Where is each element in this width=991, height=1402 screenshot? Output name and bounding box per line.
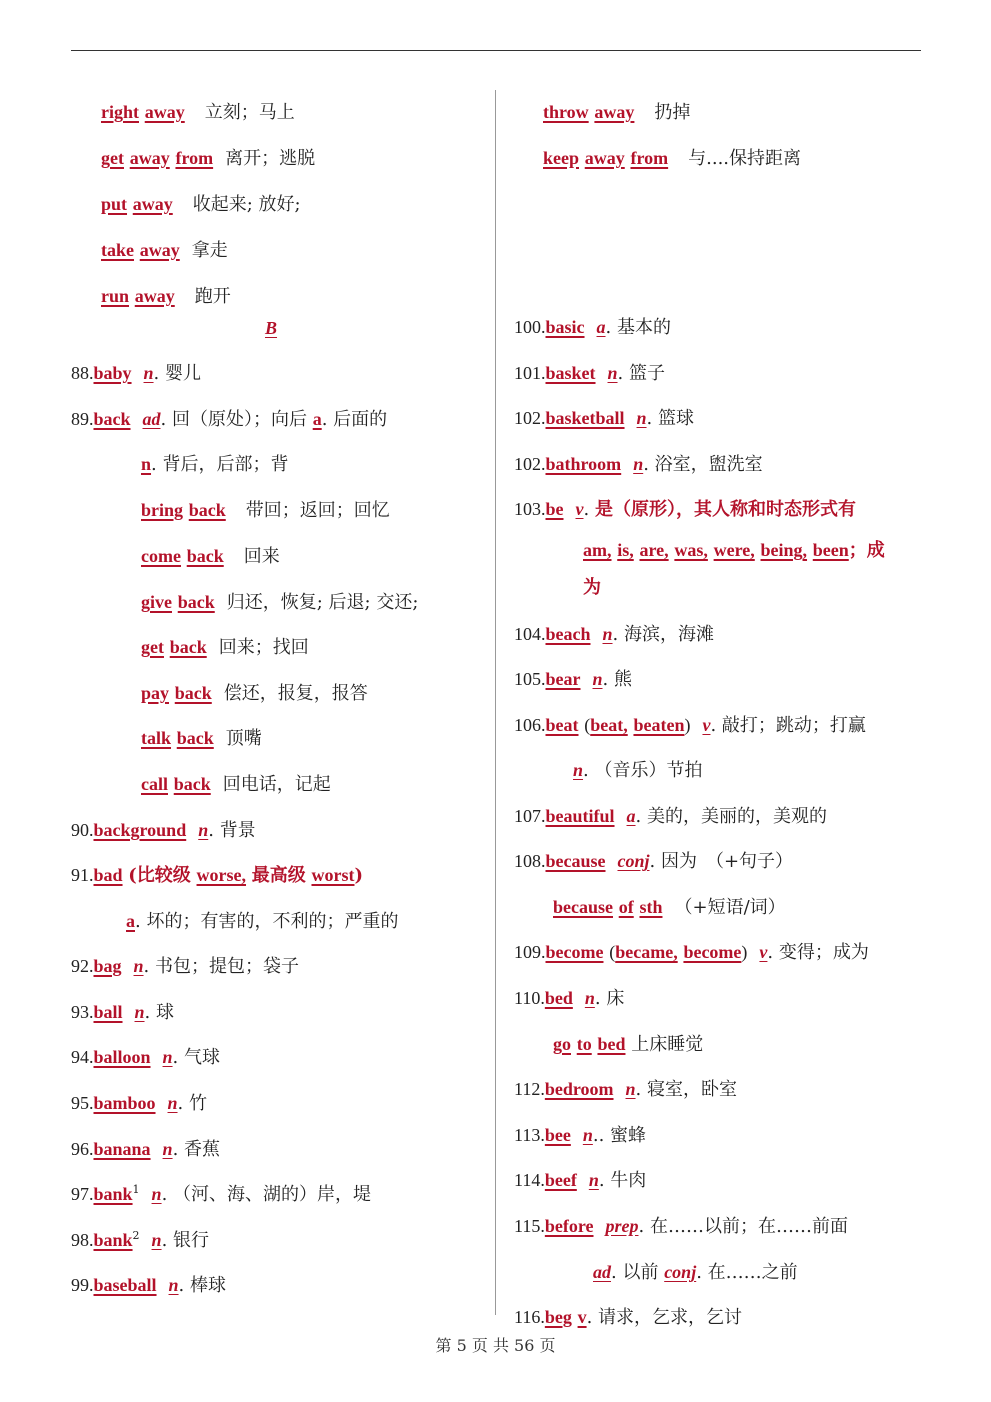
part-of-speech: n xyxy=(584,988,595,1008)
entry-number: 115. xyxy=(514,1216,545,1236)
headword: bed xyxy=(544,988,573,1008)
entry-96: 96.banana n. 香蕉 xyxy=(71,1139,221,1160)
part-of-speech: n xyxy=(198,820,209,840)
entry-89-noun: n. 背后，后部；背 xyxy=(141,454,289,475)
meaning: 香蕉 xyxy=(184,1139,221,1160)
entry-number: 112. xyxy=(514,1079,545,1099)
word-form: been xyxy=(812,540,849,560)
entry-number: 102. xyxy=(514,454,546,474)
entry-113: 113.bee n.. 蜜蜂 xyxy=(514,1125,647,1146)
meaning: 归还，恢复; 后退; 交还; xyxy=(226,592,419,613)
word-form: was, xyxy=(674,540,708,560)
headword: beef xyxy=(544,1170,577,1190)
phrase-run-away xyxy=(101,281,231,311)
entry-102-basketball: 102.basketball n. 篮球 xyxy=(514,408,694,429)
section-letter xyxy=(265,314,277,343)
phrase-come-back xyxy=(141,541,280,571)
headword: ball xyxy=(93,1002,123,1022)
entry-number: 99. xyxy=(71,1275,94,1295)
entry-99: 99.baseball n. 棒球 xyxy=(71,1275,226,1296)
entry-116: 116.beg v. 请求，乞求，乞讨 xyxy=(514,1307,743,1328)
entry-number: 94. xyxy=(71,1047,94,1067)
meaning: 偿还，报复，报答 xyxy=(223,683,368,704)
headword: bank xyxy=(93,1184,133,1204)
section-letter-text: B xyxy=(265,318,278,338)
entry-number: 88. xyxy=(71,363,94,383)
entry-92: 92.bag n. 书包；提包；袋子 xyxy=(71,956,299,977)
meaning: （河、海、湖的）岸，堤 xyxy=(173,1184,372,1205)
word: keep xyxy=(543,148,579,168)
meaning: 婴儿 xyxy=(165,363,201,384)
meaning: 回电话，记起 xyxy=(222,774,331,795)
entry-number: 101. xyxy=(514,363,546,383)
headword: basket xyxy=(545,363,596,383)
part-of-speech: n xyxy=(592,669,603,689)
entry-109: 109.become (became, become) v. 变得；成为 xyxy=(514,942,869,963)
entry-number: 108. xyxy=(514,851,546,871)
meaning: 牛肉 xyxy=(610,1170,647,1191)
word-form: became, xyxy=(615,942,678,962)
entry-90: 90.background n. 背景 xyxy=(71,820,256,841)
meaning: 书包；提包；袋子 xyxy=(154,956,299,977)
word: talk xyxy=(141,728,172,748)
headword: bear xyxy=(545,669,581,689)
entry-number: 116. xyxy=(514,1307,545,1327)
paren: ( xyxy=(584,715,591,735)
phrase-talk-back xyxy=(141,723,262,753)
word: back xyxy=(186,546,224,566)
headword: bag xyxy=(93,956,122,976)
word: because xyxy=(553,897,613,917)
entry-number: 105. xyxy=(514,669,546,689)
word: back xyxy=(169,637,207,657)
word: away xyxy=(132,194,173,214)
word: call xyxy=(141,774,168,794)
part-of-speech: n xyxy=(141,454,152,474)
part-of-speech: n xyxy=(133,956,144,976)
meaning: 请求，乞求，乞讨 xyxy=(598,1307,743,1328)
meaning: （音乐）节拍 xyxy=(594,760,703,781)
word-form: worst xyxy=(311,865,355,885)
headword: bathroom xyxy=(545,454,622,474)
entry-95: 95.bamboo n. 竹 xyxy=(71,1093,207,1114)
word-form: being, xyxy=(760,540,808,560)
phrase-go-to-bed xyxy=(553,1029,703,1059)
paren: ) xyxy=(741,942,748,962)
word: away xyxy=(139,240,180,260)
word: to xyxy=(576,1034,592,1054)
superscript: 2 xyxy=(132,1229,140,1242)
entry-115-adverb: ad. 以前 conj. 在……之前 xyxy=(593,1262,798,1283)
part-of-speech: a xyxy=(312,409,322,429)
word: of xyxy=(618,897,634,917)
meaning: 在……以前；在……前面 xyxy=(649,1216,848,1237)
meaning: 为 xyxy=(583,577,601,598)
entry-number: 109. xyxy=(514,942,546,962)
part-of-speech: n xyxy=(151,1230,162,1250)
entry-98: 98.bank$^2$ n. 银行 xyxy=(71,1229,210,1251)
phrase-keep-away-from xyxy=(543,143,801,173)
part-of-speech: conj xyxy=(664,1262,697,1282)
entry-number: 104. xyxy=(514,624,546,644)
column-divider xyxy=(495,90,496,1315)
meaning: 敲打；跳动；打赢 xyxy=(721,715,866,736)
meaning: 后面的 xyxy=(333,409,388,430)
entry-103: 103.be v. 是（原形），其人称和时态形式有 xyxy=(514,499,856,520)
meaning: 变得；成为 xyxy=(778,942,869,963)
meaning: 气球 xyxy=(184,1047,220,1068)
entry-number: 114. xyxy=(514,1170,545,1190)
meaning: ；成 xyxy=(848,540,885,561)
phrase-right-away xyxy=(101,97,295,127)
word-form: become xyxy=(683,942,742,962)
word: away xyxy=(584,148,625,168)
headword: back xyxy=(93,409,131,429)
meaning: 海滨，海滩 xyxy=(623,624,714,645)
meaning: 离开；逃脱 xyxy=(225,148,316,169)
entry-112: 112.bedroom n. 寝室，卧室 xyxy=(514,1079,737,1100)
part-of-speech: n xyxy=(625,1079,636,1099)
part-of-speech: n xyxy=(607,363,618,383)
superscript: 1 xyxy=(132,1183,140,1196)
paren: ( xyxy=(609,942,616,962)
part-of-speech: v xyxy=(702,715,711,735)
entry-100: 100.basic a. 基本的 xyxy=(514,317,671,338)
headword: balloon xyxy=(93,1047,151,1067)
entry-106-noun: n. （音乐）节拍 xyxy=(573,760,703,781)
word: take xyxy=(101,240,134,260)
headword: baseball xyxy=(93,1275,157,1295)
word: put xyxy=(101,194,128,214)
meaning: 顶嘴 xyxy=(225,728,262,749)
phrase-give-back xyxy=(141,587,418,617)
meaning: 坏的；有害的，不利的；严重的 xyxy=(146,911,399,932)
part-of-speech: a xyxy=(626,806,636,826)
part-of-speech: a xyxy=(126,911,135,931)
part-of-speech: n xyxy=(582,1125,593,1145)
word: go xyxy=(553,1034,571,1054)
part-of-speech: n xyxy=(167,1093,178,1113)
phrase-pay-back xyxy=(141,678,368,708)
meaning: 以前 xyxy=(622,1262,659,1283)
headword: beat xyxy=(545,715,579,735)
word: run xyxy=(101,286,130,306)
page-footer: 第 5 页 共 56 页 xyxy=(435,1336,556,1355)
phrase-put-away xyxy=(101,189,301,219)
entry-number: 96. xyxy=(71,1139,94,1159)
part-of-speech: ad xyxy=(142,409,161,429)
headword: bedroom xyxy=(544,1079,614,1099)
phrase-bring-back xyxy=(141,495,390,525)
headword: bank xyxy=(93,1230,133,1250)
meaning: 回来；找回 xyxy=(218,637,309,658)
entry-number: 102. xyxy=(514,408,546,428)
meaning: 竹 xyxy=(188,1093,207,1114)
superlative-label: 最高级 xyxy=(251,865,306,886)
word: bring xyxy=(141,500,184,520)
word: back xyxy=(173,774,211,794)
part-of-speech: n xyxy=(588,1170,599,1190)
part-of-speech: ad xyxy=(593,1262,611,1282)
word: away xyxy=(129,148,170,168)
part-of-speech: n xyxy=(151,1184,162,1204)
headword: beach xyxy=(545,624,591,644)
phrase-call-back xyxy=(141,769,331,799)
entry-103-cont xyxy=(583,573,601,603)
part-of-speech: v xyxy=(577,1307,587,1327)
entry-number: 89. xyxy=(71,409,94,429)
entry-106: 106.beat (beat, beaten) v. 敲打；跳动；打赢 xyxy=(514,715,866,736)
entry-number: 103. xyxy=(514,499,546,519)
word: pay xyxy=(141,683,170,703)
part-of-speech: v xyxy=(759,942,768,962)
word: get xyxy=(141,637,164,657)
entry-89: 89.back ad. 回（原处）；向后 a. 后面的 xyxy=(71,409,388,430)
entry-94: 94.balloon n. 气球 xyxy=(71,1047,220,1068)
entry-number: 90. xyxy=(71,820,94,840)
meaning: 在……之前 xyxy=(707,1262,798,1283)
meaning: （+短语/词） xyxy=(674,897,786,918)
word: from xyxy=(175,148,214,168)
headword: background xyxy=(93,820,187,840)
word: back xyxy=(176,728,214,748)
part-of-speech: n xyxy=(168,1275,179,1295)
entry-110: 110.bed n. 床 xyxy=(514,988,625,1009)
meaning: 上床睡觉 xyxy=(631,1034,704,1055)
meaning: 棒球 xyxy=(190,1275,226,1296)
word: from xyxy=(630,148,669,168)
headword: baby xyxy=(93,363,132,383)
part-of-speech: prep xyxy=(605,1216,639,1236)
word: give xyxy=(141,592,172,612)
part-of-speech: conj xyxy=(617,851,650,871)
entry-103-forms xyxy=(583,535,885,565)
headword: beautiful xyxy=(545,806,615,826)
phrase-get-away-from xyxy=(101,143,315,173)
meaning: 跑开 xyxy=(194,286,231,307)
meaning: 回（原处）；向后 xyxy=(171,409,307,430)
entry-105: 105.bear n. 熊 xyxy=(514,669,632,690)
part-of-speech: n xyxy=(573,760,584,780)
word: get xyxy=(101,148,124,168)
entry-number: 107. xyxy=(514,806,546,826)
meaning: 是（原形），其人称和时态形式有 xyxy=(594,499,856,520)
entry-91-adj: a. 坏的；有害的，不利的；严重的 xyxy=(126,911,399,932)
headword: basketball xyxy=(545,408,625,428)
word: bed xyxy=(597,1034,626,1054)
entry-114: 114.beef n. 牛肉 xyxy=(514,1170,647,1191)
entry-number: 93. xyxy=(71,1002,94,1022)
part-of-speech: n xyxy=(162,1139,173,1159)
meaning: . 蜜蜂 xyxy=(598,1125,647,1146)
meaning: 球 xyxy=(155,1002,174,1023)
meaning: 美的，美丽的，美观的 xyxy=(646,806,827,827)
meaning: 回来 xyxy=(243,546,280,567)
headword: bamboo xyxy=(93,1093,156,1113)
headword: banana xyxy=(93,1139,151,1159)
word-form: worse, xyxy=(196,865,247,885)
phrase-take-away xyxy=(101,235,228,265)
entry-115: 115.before prep. 在……以前；在……前面 xyxy=(514,1216,848,1237)
word: throw xyxy=(543,102,589,122)
word: back xyxy=(174,683,212,703)
part-of-speech: v xyxy=(575,499,584,519)
meaning: 拿走 xyxy=(191,240,228,261)
headword: before xyxy=(544,1216,594,1236)
meaning: 背后，后部；背 xyxy=(162,454,289,475)
word-form: am, xyxy=(583,540,612,560)
meaning: 寝室，卧室 xyxy=(646,1079,737,1100)
meaning: 篮子 xyxy=(628,363,665,384)
entry-104: 104.beach n. 海滨，海滩 xyxy=(514,624,714,645)
meaning: 与....保持距离 xyxy=(688,148,802,169)
headword: basic xyxy=(545,317,585,337)
entry-88: 88.baby n. 婴儿 xyxy=(71,363,201,384)
meaning: 立刻；马上 xyxy=(204,102,295,123)
part-of-speech: n xyxy=(143,363,154,383)
entry-number: 113. xyxy=(514,1125,545,1145)
meaning: 背景 xyxy=(219,820,256,841)
entry-number: 92. xyxy=(71,956,94,976)
headword: become xyxy=(545,942,604,962)
meaning: 床 xyxy=(606,988,625,1009)
meaning: 因为 （+句子） xyxy=(660,851,794,872)
headword: bad xyxy=(93,865,123,885)
meaning: 篮球 xyxy=(658,408,694,429)
entry-number: 100. xyxy=(514,317,546,337)
word-form: were, xyxy=(713,540,755,560)
phrase-throw-away xyxy=(543,97,690,127)
word: away xyxy=(594,102,635,122)
word: right xyxy=(101,102,139,122)
phrase-because-of-sth xyxy=(553,892,786,922)
entry-number: 98. xyxy=(71,1230,94,1250)
headword: be xyxy=(545,499,564,519)
word-form: beaten xyxy=(633,715,685,735)
part-of-speech: n xyxy=(636,408,647,428)
meaning: 熊 xyxy=(613,669,632,690)
comparative-label: (比较级 xyxy=(128,865,191,886)
headword: beg xyxy=(544,1307,572,1327)
word-form: is, xyxy=(617,540,634,560)
entry-number: 110. xyxy=(514,988,545,1008)
top-rule xyxy=(71,50,921,51)
word-form: are, xyxy=(639,540,669,560)
word-form: beat, xyxy=(590,715,628,735)
part-of-speech: n xyxy=(162,1047,173,1067)
part-of-speech: n xyxy=(134,1002,145,1022)
entry-number: 91. xyxy=(71,865,94,885)
paren: ) xyxy=(354,865,364,886)
meaning: 银行 xyxy=(173,1230,210,1251)
part-of-speech: n xyxy=(602,624,613,644)
entry-91 xyxy=(71,860,363,890)
word: back xyxy=(177,592,215,612)
entry-101: 101.basket n. 篮子 xyxy=(514,363,665,384)
meaning: 带回；返回；回忆 xyxy=(245,500,390,521)
meaning: 基本的 xyxy=(616,317,671,338)
part-of-speech: a xyxy=(596,317,606,337)
headword: because xyxy=(545,851,606,871)
headword: bee xyxy=(544,1125,571,1145)
entry-107: 107.beautiful a. 美的，美丽的，美观的 xyxy=(514,806,827,827)
meaning: 浴室，盥洗室 xyxy=(654,454,763,475)
entry-97: 97.bank$^1$ n. （河、海、湖的）岸，堤 xyxy=(71,1183,372,1205)
word: away xyxy=(144,102,185,122)
entry-number: 97. xyxy=(71,1184,94,1204)
phrase-get-back xyxy=(141,632,309,662)
meaning: 扔掉 xyxy=(654,102,691,123)
meaning: 收起来; 放好; xyxy=(192,194,301,215)
word: away xyxy=(134,286,175,306)
word: back xyxy=(188,500,226,520)
entry-108: 108.because conj. 因为 （+句子） xyxy=(514,851,794,872)
word: sth xyxy=(639,897,663,917)
word: come xyxy=(141,546,181,566)
entry-93: 93.ball n. 球 xyxy=(71,1002,174,1023)
paren: ) xyxy=(684,715,691,735)
entry-102-bathroom: 102.bathroom n. 浴室，盥洗室 xyxy=(514,454,763,475)
entry-number: 106. xyxy=(514,715,546,735)
entry-number: 95. xyxy=(71,1093,94,1113)
part-of-speech: n xyxy=(633,454,644,474)
